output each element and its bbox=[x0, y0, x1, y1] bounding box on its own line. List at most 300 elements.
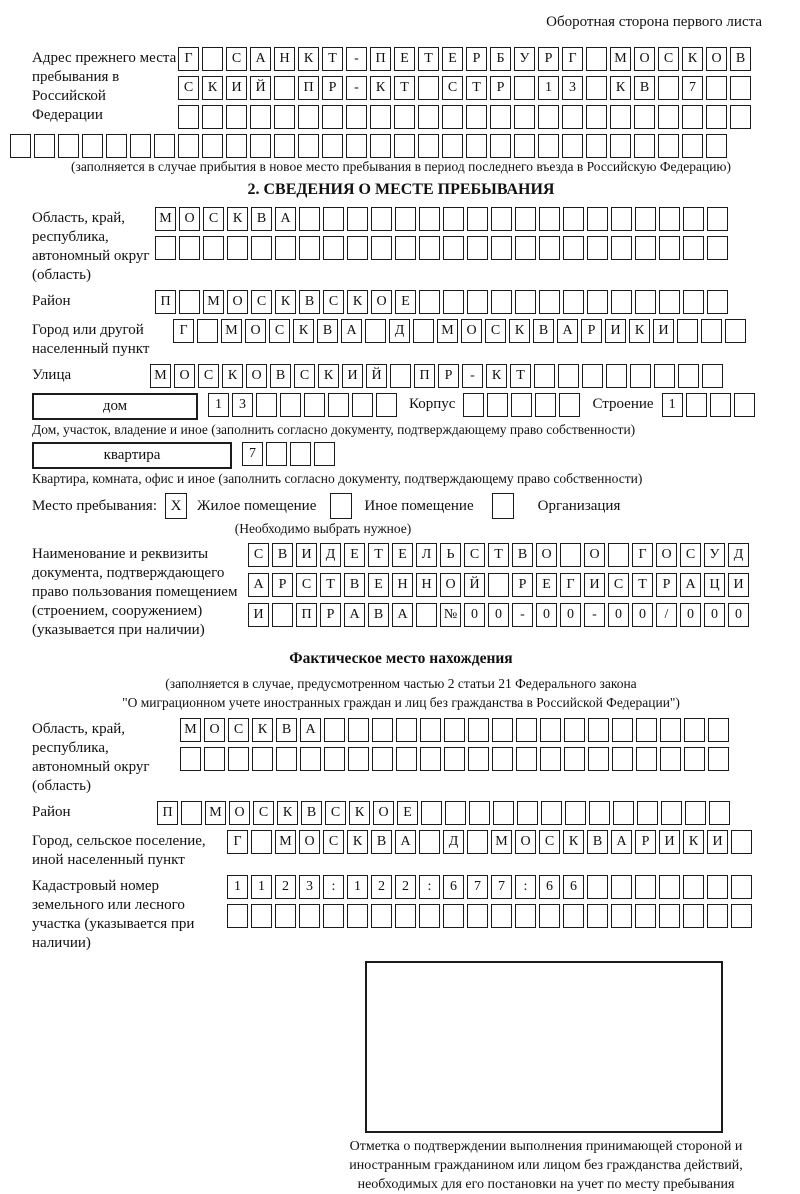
char-cell[interactable] bbox=[683, 207, 704, 231]
char-cell[interactable] bbox=[659, 904, 680, 928]
char-cell[interactable]: К bbox=[252, 718, 273, 742]
char-cell[interactable] bbox=[683, 904, 704, 928]
char-cell[interactable] bbox=[730, 105, 751, 129]
char-cell[interactable]: 1 bbox=[227, 875, 248, 899]
char-cell[interactable] bbox=[611, 207, 632, 231]
char-cell[interactable] bbox=[514, 76, 535, 100]
char-cell[interactable]: : bbox=[515, 875, 536, 899]
char-cell[interactable]: П bbox=[370, 47, 391, 71]
char-cell[interactable] bbox=[466, 134, 487, 158]
char-cell[interactable]: М bbox=[275, 830, 296, 854]
char-cell[interactable] bbox=[635, 236, 656, 260]
char-cell[interactable]: - bbox=[462, 364, 483, 388]
char-cell[interactable] bbox=[635, 875, 656, 899]
char-cell[interactable]: К bbox=[227, 207, 248, 231]
char-cell[interactable]: 1 bbox=[538, 76, 559, 100]
char-cell[interactable] bbox=[304, 393, 325, 417]
char-cell[interactable] bbox=[370, 105, 391, 129]
char-cell[interactable]: Р bbox=[438, 364, 459, 388]
char-cell[interactable] bbox=[418, 134, 439, 158]
char-cell[interactable] bbox=[515, 236, 536, 260]
char-cell[interactable] bbox=[515, 207, 536, 231]
stay-residential-checkbox[interactable]: X bbox=[165, 493, 187, 519]
char-cell[interactable]: О bbox=[536, 543, 557, 567]
char-cell[interactable] bbox=[420, 718, 441, 742]
char-cell[interactable] bbox=[324, 747, 345, 771]
char-cell[interactable] bbox=[443, 207, 464, 231]
char-cell[interactable] bbox=[630, 364, 651, 388]
char-cell[interactable] bbox=[346, 134, 367, 158]
char-cell[interactable] bbox=[251, 904, 272, 928]
char-cell[interactable] bbox=[538, 134, 559, 158]
char-cell[interactable] bbox=[682, 134, 703, 158]
char-cell[interactable]: Т bbox=[466, 76, 487, 100]
char-cell[interactable]: - bbox=[584, 603, 605, 627]
char-cell[interactable] bbox=[413, 319, 434, 343]
char-cell[interactable] bbox=[442, 105, 463, 129]
char-cell[interactable] bbox=[517, 801, 538, 825]
char-cell[interactable]: Т bbox=[368, 543, 389, 567]
char-cell[interactable] bbox=[442, 134, 463, 158]
char-cell[interactable]: М bbox=[205, 801, 226, 825]
char-cell[interactable]: Д bbox=[443, 830, 464, 854]
char-cell[interactable]: 0 bbox=[536, 603, 557, 627]
char-cell[interactable]: И bbox=[653, 319, 674, 343]
char-cell[interactable] bbox=[678, 364, 699, 388]
char-cell[interactable]: Р bbox=[322, 76, 343, 100]
char-cell[interactable]: В bbox=[276, 718, 297, 742]
char-cell[interactable]: Г bbox=[173, 319, 194, 343]
char-cell[interactable]: Т bbox=[510, 364, 531, 388]
char-cell[interactable] bbox=[299, 207, 320, 231]
char-cell[interactable]: С bbox=[178, 76, 199, 100]
char-cell[interactable] bbox=[725, 319, 746, 343]
char-cell[interactable] bbox=[658, 105, 679, 129]
char-cell[interactable] bbox=[202, 47, 223, 71]
char-cell[interactable] bbox=[516, 718, 537, 742]
char-cell[interactable] bbox=[467, 904, 488, 928]
char-cell[interactable] bbox=[445, 801, 466, 825]
char-cell[interactable]: М bbox=[150, 364, 171, 388]
char-cell[interactable] bbox=[707, 904, 728, 928]
char-cell[interactable] bbox=[155, 236, 176, 260]
char-cell[interactable]: К bbox=[682, 47, 703, 71]
char-cell[interactable] bbox=[251, 830, 272, 854]
char-cell[interactable] bbox=[659, 875, 680, 899]
char-cell[interactable] bbox=[684, 718, 705, 742]
char-cell[interactable] bbox=[348, 747, 369, 771]
char-cell[interactable] bbox=[514, 105, 535, 129]
char-cell[interactable] bbox=[686, 393, 707, 417]
char-cell[interactable] bbox=[372, 747, 393, 771]
char-cell[interactable]: С bbox=[203, 207, 224, 231]
char-cell[interactable]: 3 bbox=[299, 875, 320, 899]
char-cell[interactable]: 6 bbox=[563, 875, 584, 899]
char-cell[interactable]: 6 bbox=[539, 875, 560, 899]
char-cell[interactable]: П bbox=[414, 364, 435, 388]
char-cell[interactable] bbox=[226, 134, 247, 158]
char-cell[interactable]: В bbox=[251, 207, 272, 231]
char-cell[interactable]: О bbox=[227, 290, 248, 314]
char-cell[interactable]: В bbox=[730, 47, 751, 71]
char-cell[interactable]: 0 bbox=[608, 603, 629, 627]
char-cell[interactable]: Т bbox=[632, 573, 653, 597]
char-cell[interactable]: Е bbox=[536, 573, 557, 597]
char-cell[interactable]: О bbox=[229, 801, 250, 825]
char-cell[interactable] bbox=[582, 364, 603, 388]
stay-organization-checkbox[interactable] bbox=[492, 493, 514, 519]
char-cell[interactable] bbox=[396, 747, 417, 771]
char-cell[interactable] bbox=[323, 207, 344, 231]
char-cell[interactable]: Р bbox=[490, 76, 511, 100]
char-cell[interactable] bbox=[256, 393, 277, 417]
char-cell[interactable] bbox=[444, 718, 465, 742]
char-cell[interactable]: Н bbox=[416, 573, 437, 597]
char-cell[interactable] bbox=[178, 134, 199, 158]
char-cell[interactable]: С bbox=[485, 319, 506, 343]
char-cell[interactable] bbox=[488, 573, 509, 597]
char-cell[interactable] bbox=[702, 364, 723, 388]
char-cell[interactable] bbox=[468, 747, 489, 771]
char-cell[interactable]: О bbox=[204, 718, 225, 742]
char-cell[interactable] bbox=[677, 319, 698, 343]
char-cell[interactable] bbox=[203, 236, 224, 260]
char-cell[interactable] bbox=[275, 236, 296, 260]
char-cell[interactable]: С bbox=[658, 47, 679, 71]
char-cell[interactable] bbox=[635, 207, 656, 231]
char-cell[interactable] bbox=[490, 134, 511, 158]
char-cell[interactable] bbox=[540, 718, 561, 742]
char-cell[interactable] bbox=[58, 134, 79, 158]
char-cell[interactable] bbox=[611, 904, 632, 928]
char-cell[interactable]: С bbox=[325, 801, 346, 825]
char-cell[interactable]: М bbox=[221, 319, 242, 343]
char-cell[interactable] bbox=[659, 207, 680, 231]
char-cell[interactable]: О bbox=[440, 573, 461, 597]
char-cell[interactable] bbox=[492, 718, 513, 742]
char-cell[interactable]: К bbox=[486, 364, 507, 388]
char-cell[interactable]: 2 bbox=[395, 875, 416, 899]
char-cell[interactable]: Л bbox=[416, 543, 437, 567]
char-cell[interactable] bbox=[226, 105, 247, 129]
char-cell[interactable] bbox=[587, 875, 608, 899]
char-cell[interactable]: И bbox=[584, 573, 605, 597]
char-cell[interactable] bbox=[730, 76, 751, 100]
char-cell[interactable] bbox=[588, 747, 609, 771]
char-cell[interactable]: П bbox=[298, 76, 319, 100]
char-cell[interactable] bbox=[636, 747, 657, 771]
char-cell[interactable] bbox=[299, 904, 320, 928]
char-cell[interactable]: Р bbox=[320, 603, 341, 627]
char-cell[interactable] bbox=[322, 105, 343, 129]
char-cell[interactable] bbox=[636, 718, 657, 742]
char-cell[interactable] bbox=[654, 364, 675, 388]
char-cell[interactable] bbox=[586, 105, 607, 129]
char-cell[interactable] bbox=[563, 904, 584, 928]
char-cell[interactable]: 6 bbox=[443, 875, 464, 899]
char-cell[interactable] bbox=[396, 718, 417, 742]
char-cell[interactable]: О bbox=[371, 290, 392, 314]
char-cell[interactable]: Ь bbox=[440, 543, 461, 567]
char-cell[interactable] bbox=[421, 801, 442, 825]
char-cell[interactable]: А bbox=[250, 47, 271, 71]
char-cell[interactable] bbox=[395, 236, 416, 260]
char-cell[interactable] bbox=[587, 207, 608, 231]
char-cell[interactable]: В bbox=[317, 319, 338, 343]
char-cell[interactable]: Д bbox=[389, 319, 410, 343]
char-cell[interactable] bbox=[684, 747, 705, 771]
char-cell[interactable] bbox=[586, 76, 607, 100]
char-cell[interactable] bbox=[608, 543, 629, 567]
char-cell[interactable] bbox=[588, 718, 609, 742]
char-cell[interactable] bbox=[634, 105, 655, 129]
char-cell[interactable]: О bbox=[461, 319, 482, 343]
char-cell[interactable]: 0 bbox=[704, 603, 725, 627]
char-cell[interactable] bbox=[179, 290, 200, 314]
char-cell[interactable] bbox=[491, 236, 512, 260]
char-cell[interactable] bbox=[563, 207, 584, 231]
char-cell[interactable] bbox=[562, 105, 583, 129]
char-cell[interactable] bbox=[491, 207, 512, 231]
char-cell[interactable]: М bbox=[180, 718, 201, 742]
char-cell[interactable] bbox=[298, 105, 319, 129]
char-cell[interactable]: С bbox=[539, 830, 560, 854]
char-cell[interactable]: К bbox=[563, 830, 584, 854]
char-cell[interactable] bbox=[395, 904, 416, 928]
char-cell[interactable] bbox=[467, 236, 488, 260]
char-cell[interactable] bbox=[731, 904, 752, 928]
char-cell[interactable]: Г bbox=[178, 47, 199, 71]
char-cell[interactable]: 7 bbox=[491, 875, 512, 899]
char-cell[interactable] bbox=[419, 236, 440, 260]
char-cell[interactable]: Р bbox=[272, 573, 293, 597]
char-cell[interactable] bbox=[274, 134, 295, 158]
char-cell[interactable] bbox=[659, 236, 680, 260]
char-cell[interactable]: И bbox=[605, 319, 626, 343]
char-cell[interactable] bbox=[467, 290, 488, 314]
char-cell[interactable]: А bbox=[557, 319, 578, 343]
char-cell[interactable]: 0 bbox=[488, 603, 509, 627]
char-cell[interactable]: Е bbox=[368, 573, 389, 597]
char-cell[interactable] bbox=[394, 105, 415, 129]
char-cell[interactable] bbox=[610, 134, 631, 158]
char-cell[interactable]: Е bbox=[394, 47, 415, 71]
char-cell[interactable] bbox=[376, 393, 397, 417]
char-cell[interactable] bbox=[467, 830, 488, 854]
char-cell[interactable] bbox=[290, 442, 311, 466]
char-cell[interactable] bbox=[559, 393, 580, 417]
char-cell[interactable] bbox=[493, 801, 514, 825]
char-cell[interactable]: К bbox=[509, 319, 530, 343]
char-cell[interactable]: Р bbox=[466, 47, 487, 71]
char-cell[interactable] bbox=[179, 236, 200, 260]
char-cell[interactable]: 3 bbox=[232, 393, 253, 417]
char-cell[interactable]: С bbox=[251, 290, 272, 314]
char-cell[interactable] bbox=[372, 718, 393, 742]
char-cell[interactable]: О bbox=[515, 830, 536, 854]
char-cell[interactable]: У bbox=[514, 47, 535, 71]
char-cell[interactable]: - bbox=[346, 76, 367, 100]
char-cell[interactable] bbox=[564, 718, 585, 742]
char-cell[interactable] bbox=[197, 319, 218, 343]
char-cell[interactable] bbox=[563, 290, 584, 314]
char-cell[interactable]: Г bbox=[560, 573, 581, 597]
char-cell[interactable]: К bbox=[222, 364, 243, 388]
char-cell[interactable]: 2 bbox=[275, 875, 296, 899]
char-cell[interactable] bbox=[298, 134, 319, 158]
char-cell[interactable] bbox=[418, 105, 439, 129]
char-cell[interactable]: К bbox=[629, 319, 650, 343]
char-cell[interactable]: 3 bbox=[562, 76, 583, 100]
char-cell[interactable] bbox=[562, 134, 583, 158]
char-cell[interactable]: А bbox=[611, 830, 632, 854]
char-cell[interactable]: Е bbox=[392, 543, 413, 567]
char-cell[interactable] bbox=[683, 875, 704, 899]
char-cell[interactable] bbox=[731, 875, 752, 899]
char-cell[interactable]: С bbox=[269, 319, 290, 343]
char-cell[interactable]: С bbox=[680, 543, 701, 567]
char-cell[interactable] bbox=[707, 236, 728, 260]
char-cell[interactable] bbox=[10, 134, 31, 158]
char-cell[interactable]: Р bbox=[538, 47, 559, 71]
char-cell[interactable] bbox=[606, 364, 627, 388]
char-cell[interactable] bbox=[275, 904, 296, 928]
char-cell[interactable]: П bbox=[157, 801, 178, 825]
char-cell[interactable]: О bbox=[706, 47, 727, 71]
char-cell[interactable]: В bbox=[512, 543, 533, 567]
char-cell[interactable]: Й bbox=[250, 76, 271, 100]
char-cell[interactable] bbox=[365, 319, 386, 343]
char-cell[interactable] bbox=[178, 105, 199, 129]
char-cell[interactable] bbox=[565, 801, 586, 825]
char-cell[interactable] bbox=[706, 134, 727, 158]
char-cell[interactable]: А bbox=[275, 207, 296, 231]
char-cell[interactable]: 1 bbox=[662, 393, 683, 417]
char-cell[interactable]: Т bbox=[320, 573, 341, 597]
char-cell[interactable] bbox=[274, 105, 295, 129]
char-cell[interactable] bbox=[444, 747, 465, 771]
char-cell[interactable] bbox=[659, 290, 680, 314]
char-cell[interactable] bbox=[347, 236, 368, 260]
char-cell[interactable]: 0 bbox=[728, 603, 749, 627]
char-cell[interactable] bbox=[661, 801, 682, 825]
char-cell[interactable] bbox=[181, 801, 202, 825]
char-cell[interactable] bbox=[683, 290, 704, 314]
char-cell[interactable]: С bbox=[228, 718, 249, 742]
char-cell[interactable]: У bbox=[704, 543, 725, 567]
char-cell[interactable]: В bbox=[371, 830, 392, 854]
char-cell[interactable] bbox=[443, 236, 464, 260]
char-cell[interactable]: Р bbox=[635, 830, 656, 854]
char-cell[interactable]: В bbox=[301, 801, 322, 825]
char-cell[interactable]: С bbox=[248, 543, 269, 567]
char-cell[interactable]: О bbox=[174, 364, 195, 388]
char-cell[interactable]: К bbox=[277, 801, 298, 825]
char-cell[interactable] bbox=[535, 393, 556, 417]
char-cell[interactable] bbox=[560, 543, 581, 567]
char-cell[interactable] bbox=[82, 134, 103, 158]
char-cell[interactable]: О bbox=[656, 543, 677, 567]
char-cell[interactable] bbox=[685, 801, 706, 825]
char-cell[interactable]: № bbox=[440, 603, 461, 627]
char-cell[interactable] bbox=[515, 290, 536, 314]
char-cell[interactable] bbox=[707, 875, 728, 899]
char-cell[interactable] bbox=[658, 134, 679, 158]
char-cell[interactable]: И bbox=[659, 830, 680, 854]
char-cell[interactable] bbox=[348, 718, 369, 742]
char-cell[interactable]: 1 bbox=[251, 875, 272, 899]
char-cell[interactable] bbox=[106, 134, 127, 158]
char-cell[interactable] bbox=[466, 105, 487, 129]
char-cell[interactable]: К bbox=[347, 830, 368, 854]
char-cell[interactable]: В bbox=[368, 603, 389, 627]
char-cell[interactable]: В bbox=[533, 319, 554, 343]
char-cell[interactable]: В bbox=[344, 573, 365, 597]
char-cell[interactable]: К bbox=[298, 47, 319, 71]
char-cell[interactable] bbox=[706, 105, 727, 129]
char-cell[interactable]: А bbox=[392, 603, 413, 627]
char-cell[interactable]: К bbox=[275, 290, 296, 314]
char-cell[interactable]: И bbox=[728, 573, 749, 597]
char-cell[interactable]: К bbox=[610, 76, 631, 100]
char-cell[interactable] bbox=[314, 442, 335, 466]
char-cell[interactable]: Р bbox=[581, 319, 602, 343]
char-cell[interactable]: Й bbox=[366, 364, 387, 388]
char-cell[interactable] bbox=[34, 134, 55, 158]
char-cell[interactable] bbox=[202, 105, 223, 129]
char-cell[interactable] bbox=[612, 747, 633, 771]
char-cell[interactable]: В bbox=[272, 543, 293, 567]
char-cell[interactable] bbox=[394, 134, 415, 158]
char-cell[interactable] bbox=[612, 718, 633, 742]
char-cell[interactable]: Н bbox=[392, 573, 413, 597]
char-cell[interactable]: Д bbox=[320, 543, 341, 567]
char-cell[interactable] bbox=[540, 747, 561, 771]
char-cell[interactable] bbox=[515, 904, 536, 928]
char-cell[interactable]: К bbox=[347, 290, 368, 314]
char-cell[interactable] bbox=[419, 830, 440, 854]
char-cell[interactable] bbox=[707, 207, 728, 231]
char-cell[interactable] bbox=[707, 290, 728, 314]
char-cell[interactable] bbox=[589, 801, 610, 825]
char-cell[interactable] bbox=[635, 290, 656, 314]
char-cell[interactable]: Й bbox=[464, 573, 485, 597]
char-cell[interactable]: Д bbox=[728, 543, 749, 567]
char-cell[interactable] bbox=[487, 393, 508, 417]
char-cell[interactable]: Е bbox=[397, 801, 418, 825]
char-cell[interactable]: Т bbox=[394, 76, 415, 100]
char-cell[interactable] bbox=[658, 76, 679, 100]
char-cell[interactable]: С bbox=[253, 801, 274, 825]
char-cell[interactable]: С bbox=[296, 573, 317, 597]
char-cell[interactable] bbox=[180, 747, 201, 771]
char-cell[interactable] bbox=[202, 134, 223, 158]
char-cell[interactable] bbox=[419, 904, 440, 928]
char-cell[interactable]: 1 bbox=[208, 393, 229, 417]
char-cell[interactable]: Р bbox=[512, 573, 533, 597]
char-cell[interactable]: И bbox=[226, 76, 247, 100]
char-cell[interactable] bbox=[539, 904, 560, 928]
char-cell[interactable] bbox=[539, 236, 560, 260]
char-cell[interactable]: В bbox=[634, 76, 655, 100]
char-cell[interactable] bbox=[416, 603, 437, 627]
char-cell[interactable] bbox=[324, 718, 345, 742]
char-cell[interactable] bbox=[252, 747, 273, 771]
char-cell[interactable]: 0 bbox=[632, 603, 653, 627]
char-cell[interactable] bbox=[634, 134, 655, 158]
char-cell[interactable] bbox=[328, 393, 349, 417]
char-cell[interactable] bbox=[587, 236, 608, 260]
